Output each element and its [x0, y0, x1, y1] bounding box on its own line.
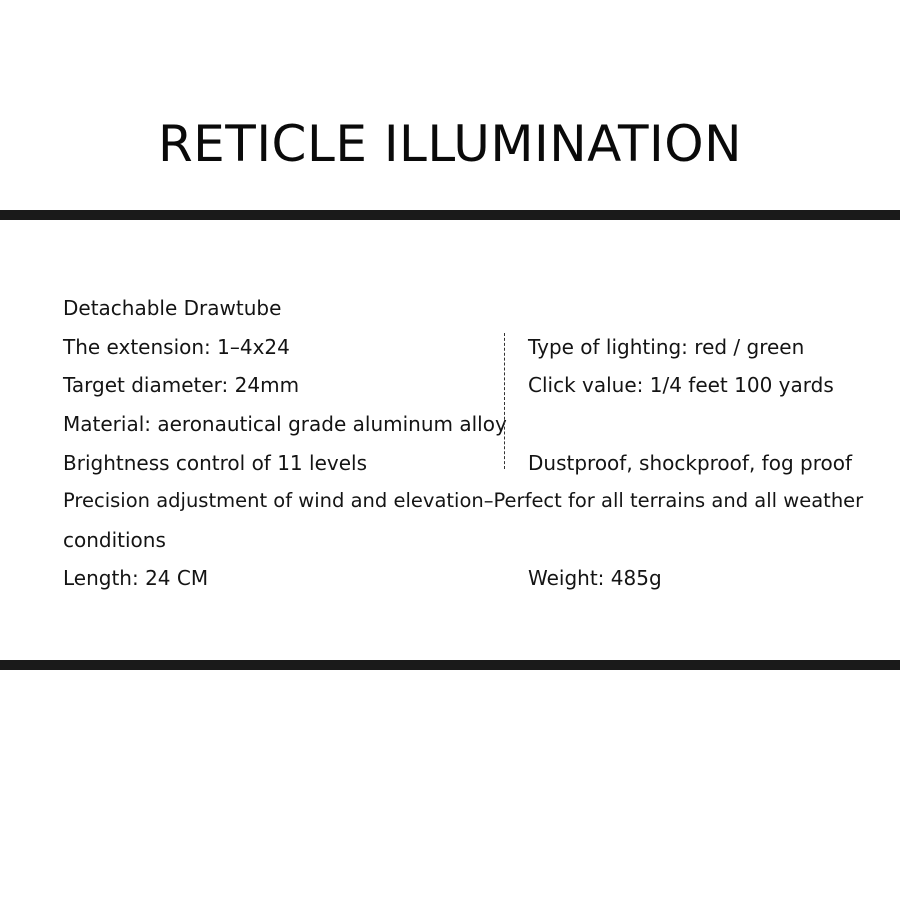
spec-material: Material: aeronautical grade aluminum alloy [63, 412, 507, 436]
spec-target-diameter: Target diameter: 24mm [63, 373, 300, 397]
spec-precision-line2: conditions [63, 528, 166, 552]
spec-extension: The extension: 1–4x24 [63, 335, 290, 359]
spec-click-value: Click value: 1/4 feet 100 yards [528, 373, 834, 397]
page-title: RETICLE ILLUMINATION [157, 115, 743, 173]
spec-brightness: Brightness control of 11 levels [63, 451, 367, 475]
spec-drawtube: Detachable Drawtube [63, 296, 282, 320]
spec-length: Length: 24 CM [63, 566, 209, 590]
spec-precision-line1: Precision adjustment of wind and elevation–Perfect for all terrains and all weather [63, 489, 864, 512]
spec-proofing: Dustproof, shockproof, fog proof [528, 451, 852, 475]
spec-weight: Weight: 485g [528, 566, 662, 590]
spec-lighting: Type of lighting: red / green [528, 335, 805, 359]
top-divider-bar [0, 210, 900, 220]
column-divider [504, 333, 505, 469]
bottom-divider-bar [0, 660, 900, 670]
